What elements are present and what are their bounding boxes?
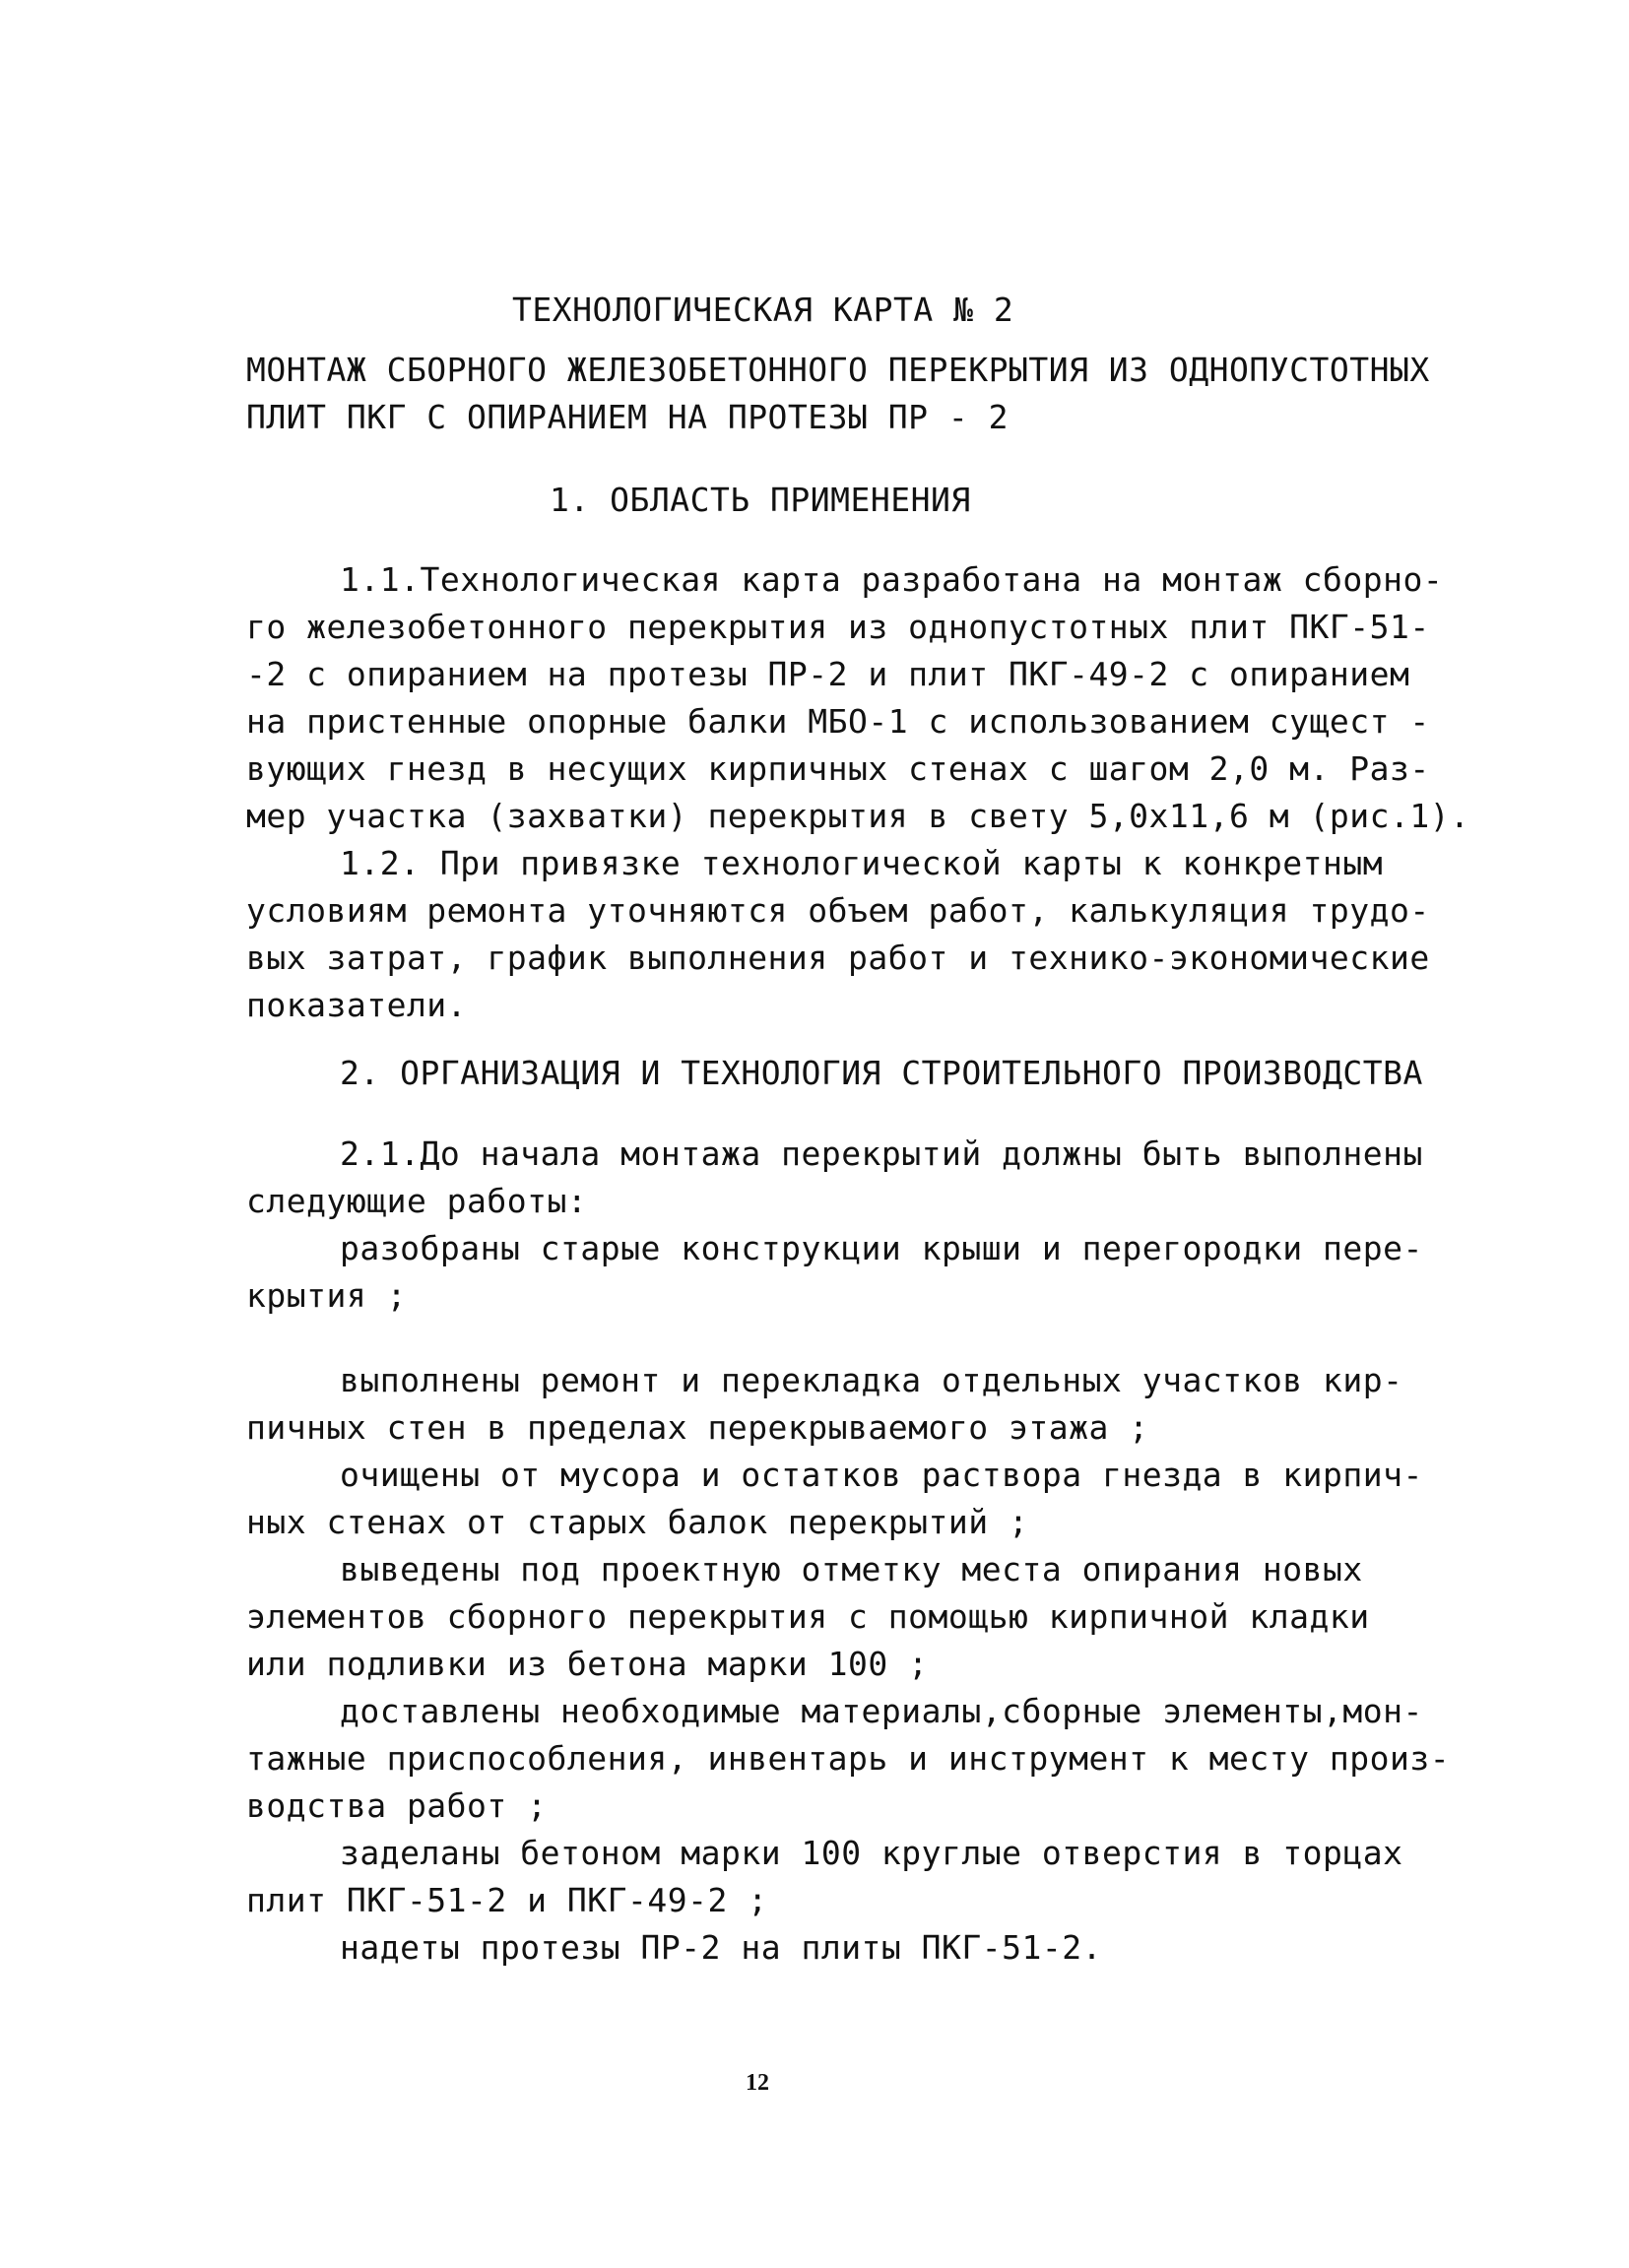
text-line: условиям ремонта уточняются объем работ, калькуляция трудо-	[246, 891, 1430, 930]
section-heading-scope: 1. ОБЛАСТЬ ПРИМЕНЕНИЯ	[550, 481, 971, 519]
text-line: го железобетонного перекрытия из однопустотных плит ПКГ-51-	[246, 608, 1430, 646]
text-line: на пристенные опорные балки МБО-1 с использованием сущест -	[246, 702, 1430, 741]
text-line: следующие работы:	[246, 1182, 588, 1220]
text-line: выполнены ремонт и перекладка отдельных участков кир-	[340, 1361, 1403, 1399]
text-line: выведены под проектную отметку места опирания новых	[340, 1550, 1363, 1588]
text-line: элементов сборного перекрытия с помощью кирпичной кладки	[246, 1597, 1370, 1636]
text-line: 1.2. При привязке технологической карты к конкретным	[340, 844, 1384, 882]
text-line: вующих гнезд в несущих кирпичных стенах с шагом 2,0 м. Раз-	[246, 749, 1430, 788]
text-line: мер участка (захватки) перекрытия в свету 5,0х11,6 м (рис.1).	[246, 797, 1470, 835]
text-line: крытия ;	[246, 1276, 407, 1315]
text-line: 1.1.Технологическая карта разработана на монтаж сборно-	[340, 560, 1444, 599]
text-line: разобраны старые конструкции крыши и перегородки пере-	[340, 1229, 1423, 1267]
section-body-scope	[246, 556, 1470, 1029]
text-line: пичных стен в пределах перекрываемого этажа ;	[246, 1408, 1149, 1447]
subtitle-line: МОНТАЖ СБОРНОГО ЖЕЛЕЗОБЕТОННОГО ПЕРЕКРЫТИЯ ИЗ ОДНОПУСТОТНЫХ	[246, 351, 1430, 389]
document-title: ТЕХНОЛОГИЧЕСКАЯ КАРТА № 2	[512, 291, 1014, 329]
text-line: показатели.	[246, 986, 468, 1024]
text-line: заделаны бетоном марки 100 круглые отверстия в торцах	[340, 1834, 1403, 1872]
text-line: доставлены необходимые материалы,сборные элементы,мон-	[340, 1692, 1423, 1730]
text-line: или подливки из бетона марки 100 ;	[246, 1645, 929, 1683]
section-heading-organization: 2. ОРГАНИЗАЦИЯ И ТЕХНОЛОГИЯ СТРОИТЕЛЬНОГО ПРОИЗВОДСТВА	[340, 1054, 1423, 1092]
text-line: тажные приспособления, инвентарь и инструмент к месту произ-	[246, 1739, 1451, 1778]
text-line: очищены от мусора и остатков раствора гнезда в кирпич-	[340, 1456, 1423, 1494]
text-line: плит ПКГ-51-2 и ПКГ-49-2 ;	[246, 1881, 768, 1919]
text-line: водства работ ;	[246, 1786, 548, 1825]
text-line: -2 с опиранием на протезы ПР-2 и плит ПКГ-49-2 с опиранием	[246, 655, 1410, 693]
text-line: надеты протезы ПР-2 на плиты ПКГ-51-2.	[340, 1928, 1102, 1967]
text-line: ных стенах от старых балок перекрытий ;	[246, 1503, 1029, 1541]
line-spacer	[246, 1320, 1428, 1357]
page-number: 12	[746, 2070, 769, 2096]
subtitle-line: ПЛИТ ПКГ С ОПИРАНИЕМ НА ПРОТЕЗЫ ПР - 2	[246, 398, 1009, 436]
section-body-organization	[246, 1131, 1451, 1972]
document-subtitle	[246, 347, 1430, 441]
text-line: 2.1.До начала монтажа перекрытий должны быть выполнены	[340, 1134, 1423, 1173]
text-line: вых затрат, график выполнения работ и технико-экономические	[246, 939, 1430, 977]
